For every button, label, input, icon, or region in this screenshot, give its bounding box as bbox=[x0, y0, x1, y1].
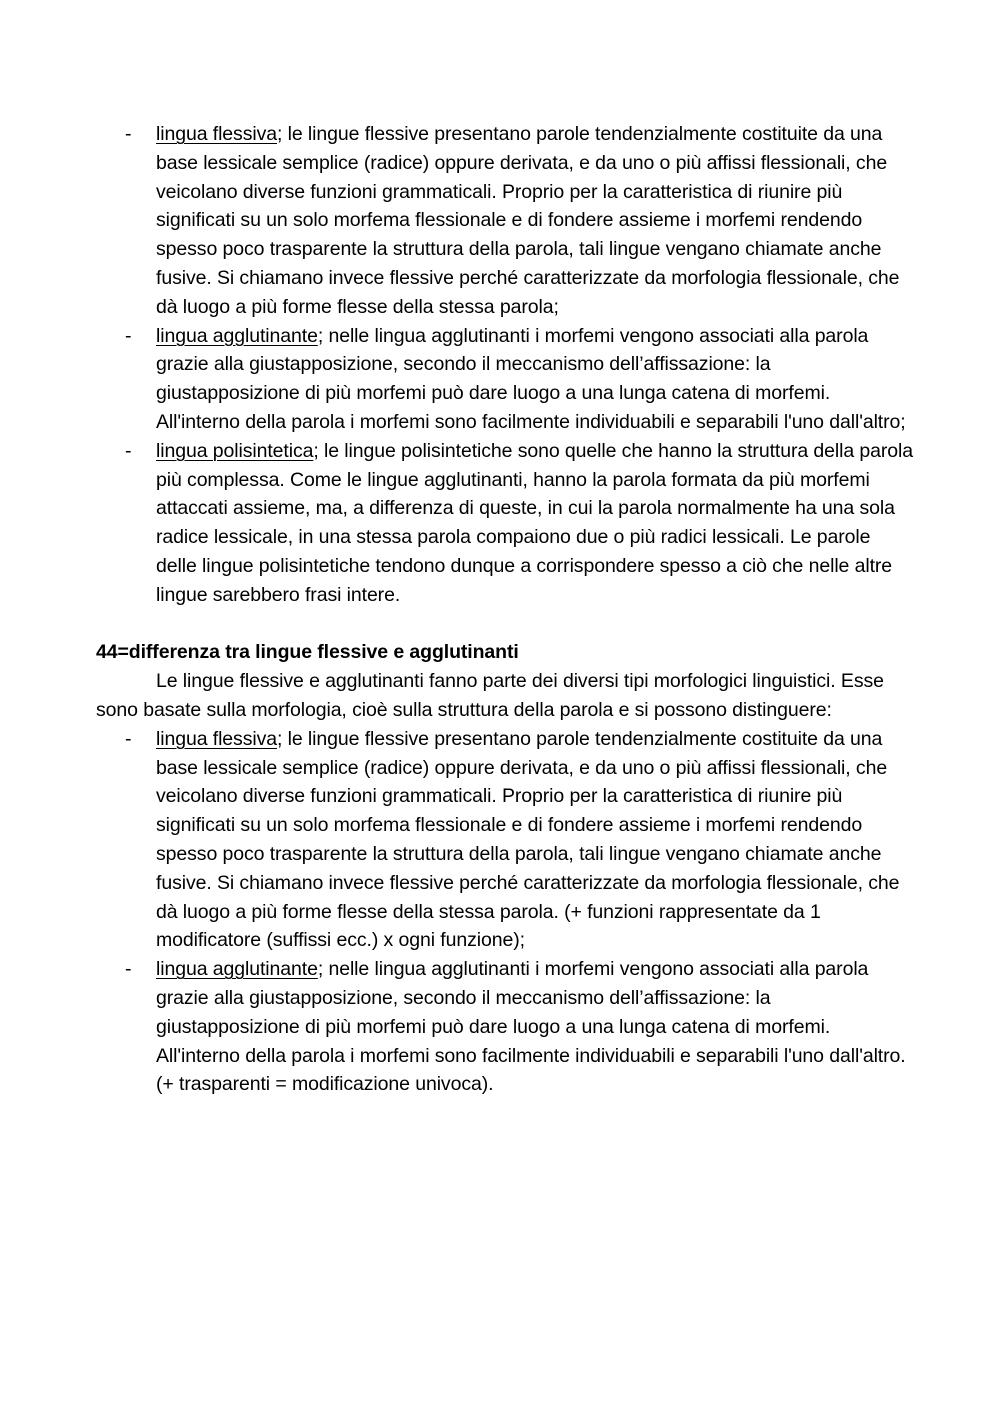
item-text: ; le lingue flessive presentano parole tendenzialmente costituite da una base lessicale semplice (radice) oppure derivata, e da uno o più affissi flessionali, che veicolano diverse funzioni grammaticali. Proprio per la caratteristica di riunire più significati su un solo morfema flessionale e di fondere assieme i morfemi rendendo spesso poco trasparente la struttura della parola, tali lingue vengano chiamate anche fusive. Si chiamano invece flessive perché caratterizzate da morfologia flessionale, che dà luogo a più forme flesse della stessa parola; bbox=[156, 123, 900, 318]
bullet-dash: - bbox=[125, 123, 132, 145]
item-text: ; le lingue flessive presentano parole tendenzialmente costituite da una base lessicale semplice (radice) oppure derivata, e da uno o più affissi flessionali, che veicolano diverse funzioni grammaticali. Proprio per la caratteristica di riunire più significati su un solo morfema flessionale e di fondere assieme i morfemi rendendo spesso poco trasparente la struttura della parola, tali lingue vengano chiamate anche fusive. Si chiamano invece flessive perché caratterizzate da morfologia flessionale, che dà luogo a più forme flesse della stessa parola. (+ funzioni rappresentate da 1 modificatore (suffissi ecc.) x ogni funzione); bbox=[156, 727, 900, 952]
item-text: ; nelle lingua agglutinanti i morfemi vengono associati alla parola grazie alla giustapposizione, secondo il meccanismo dell’affissazione: la giustapposizione di più morfemi può dare luogo a una lunga catena di morfemi. All'interno della parola i morfemi sono facilmente individuabili e separabili l'uno dall'altro; bbox=[156, 324, 906, 433]
comparison-list bbox=[96, 725, 916, 1099]
term-label: lingua polisintetica bbox=[156, 439, 314, 462]
item-text: ; le lingue polisintetiche sono quelle che hanno la struttura della parola più complessa. Come le lingue agglutinanti, hanno la parola formata da più morfemi attaccati assieme, ma, a differenza di queste, in cui la parola normalmente ha una sola radice lessicale, in una stessa parola compaiono due o più radici lessicali. Le parole delle lingue polisintetiche tendono dunque a corrispondere spesso a ciò che nelle altre lingue sarebbero frasi intere. bbox=[156, 439, 914, 606]
typology-list bbox=[96, 120, 916, 610]
bullet-dash: - bbox=[125, 727, 132, 750]
list-item bbox=[96, 120, 916, 322]
list-item bbox=[96, 322, 916, 437]
term-label: lingua flessiva bbox=[156, 123, 277, 145]
term-label: lingua flessiva bbox=[156, 727, 277, 750]
item-text: ; nelle lingua agglutinanti i morfemi vengono associati alla parola grazie alla giustapposizione, secondo il meccanismo dell’affissazione: la giustapposizione di più morfemi può dare luogo a una lunga catena di morfemi. All'interno della parola i morfemi sono facilmente individuabili e separabili l'uno dall'altro. (+ trasparenti = modificazione univoca). bbox=[156, 958, 906, 1096]
list-item bbox=[96, 955, 916, 1099]
section-heading: 44=differenza tra lingue flessive e agglutinanti bbox=[96, 641, 519, 664]
list-item bbox=[96, 725, 916, 955]
list-item bbox=[96, 437, 916, 610]
intro-paragraph: Le lingue flessive e agglutinanti fanno parte dei diversi tipi morfologici linguistici. Esse sono basate sulla morfologia, cioè sulla struttura della parola e si possono distinguere: bbox=[96, 670, 884, 721]
term-label: lingua agglutinante bbox=[156, 958, 318, 981]
document-page bbox=[96, 120, 916, 1099]
term-label: lingua agglutinante bbox=[156, 324, 318, 347]
bullet-dash: - bbox=[125, 958, 132, 981]
bullet-dash: - bbox=[125, 324, 132, 347]
bullet-dash: - bbox=[125, 439, 132, 462]
